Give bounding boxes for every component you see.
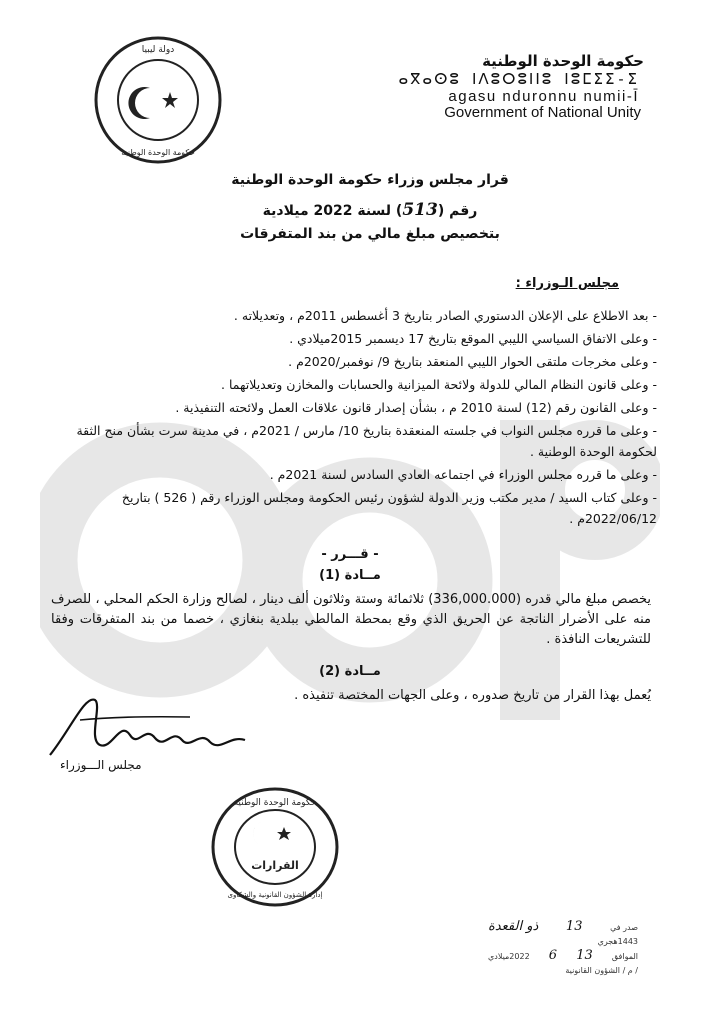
hijri-day: 13: [565, 919, 583, 934]
decree-number-line: [170, 200, 570, 220]
clause-item: - بعد الاطلاع على الإعلان الدستوري الصادر بتاريخ 3 أغسطس 2011م ، وتعديلاته .: [233, 308, 657, 323]
clause-item: - وعلى كتاب السيد / مدير مكتب وزير الدولة لشؤون رئيس الحكومة ومجلس الوزراء رقم ( 526 ) بتاريخ 2022/06/12م .: [121, 490, 657, 526]
greg-month: 6: [548, 948, 558, 963]
issued-label: صدر في: [610, 923, 638, 932]
decree-number-prefix: رقم (: [437, 203, 478, 219]
article-2-heading: مــادة (2): [319, 664, 381, 679]
government-name-english: Government of National Unity: [444, 104, 641, 121]
government-name-tifinagh: ⴰⴳⴰⵙⵓ ⵏⴷⵓⵔⵓⵏⵏⵓ ⵏⵓⵎⵉⵉ-ⵉ: [398, 70, 639, 88]
government-name-arabic: حكومة الوحدة الوطنية: [482, 52, 644, 70]
clause-item: - وعلى الاتفاق السياسي الليبي الموقع بتاريخ 17 ديسمبر 2015ميلادي .: [289, 331, 657, 346]
issue-date-block: [488, 920, 638, 978]
state-seal-icon: [88, 30, 228, 170]
council-heading: مجلس الـوزراء :: [515, 276, 619, 291]
clause-item: - وعلى القانون رقم (12) لسنة 2010 م ، بشأن إصدار قانون علاقات العمل ولائحته التنفيذية .: [175, 400, 657, 415]
greg-year: 2022ميلادي: [488, 952, 530, 961]
legal-dept-label: / م / الشؤون القانونية: [565, 966, 638, 975]
decree-number: 513: [402, 200, 438, 220]
decree-title: قرار مجلس وزراء حكومة الوحدة الوطنية: [231, 172, 509, 188]
decided-heading: - قـــرر -: [321, 547, 379, 562]
article-2-text: يُعمل بهذا القرار من تاريخ صدوره ، وعلى الجهات المختصة تنفيذه .: [294, 688, 651, 703]
clause-item: - وعلى مخرجات ملتقى الحوار الليبي المنعقد بتاريخ 9/ نوفمبر/2020م .: [288, 354, 657, 369]
government-name-amazigh-latin: agasu nduronnu numii-Ī: [448, 88, 639, 105]
decree-subject: بتخصيص مبلغ مالي من بند المتفرقات: [240, 226, 500, 242]
svg-text:حكومة الوحدة الوطنية: حكومة الوحدة الوطنية: [233, 798, 317, 808]
article-1-heading: مــادة (1): [319, 568, 381, 583]
decree-number-suffix: ) لسنة 2022 ميلادية: [262, 203, 403, 219]
signature-label: مجلس الـــوزراء: [60, 758, 142, 772]
hijri-month: ذو القعدة: [488, 919, 539, 934]
clause-item: - وعلى قانون النظام المالي للدولة ولائحة الميزانية والحسابات والمخازن وتعديلاتهما .: [221, 377, 657, 392]
svg-text:حكومة الوحدة الوطنية: حكومة الوحدة الوطنية: [121, 148, 195, 157]
svg-text:دولة ليبيا: دولة ليبيا: [141, 45, 175, 55]
greg-day: 13: [576, 948, 593, 963]
svg-text:القرارات: القرارات: [251, 859, 299, 872]
svg-text:إدارة الشؤون القانونية والشكاو: إدارة الشؤون القانونية والشكاوى: [227, 891, 323, 899]
preamble-clauses: [57, 305, 657, 531]
decrees-seal-icon: [208, 785, 343, 910]
article-1-text: يخصص مبلغ مالي قدره (336,000.000) ثلاثمائة وستة وثلاثون ألف دينار ، لصالح وزارة الحكم المحلي ، للصرف منه على الأضرار الناتجة عن الحريق الذي وقع بمحطة المالطي ببلدية بنغازي ، خصما من بند المتفرقات وفقا للتشريعات النافذة .: [51, 592, 651, 647]
corresponding-label: الموافق: [611, 952, 638, 961]
clause-item: - وعلى ما قرره مجلس الوزراء في اجتماعه العادي السادس لسنة 2021م .: [269, 467, 657, 482]
hijri-year: 1443هجري: [597, 937, 638, 946]
clause-item: - وعلى ما قرره مجلس النواب في جلسته المنعقدة بتاريخ 10/ مارس / 2021م ، في مدينة سرت بشأن منح الثقة لحكومة الوحدة الوطنية .: [76, 423, 657, 459]
